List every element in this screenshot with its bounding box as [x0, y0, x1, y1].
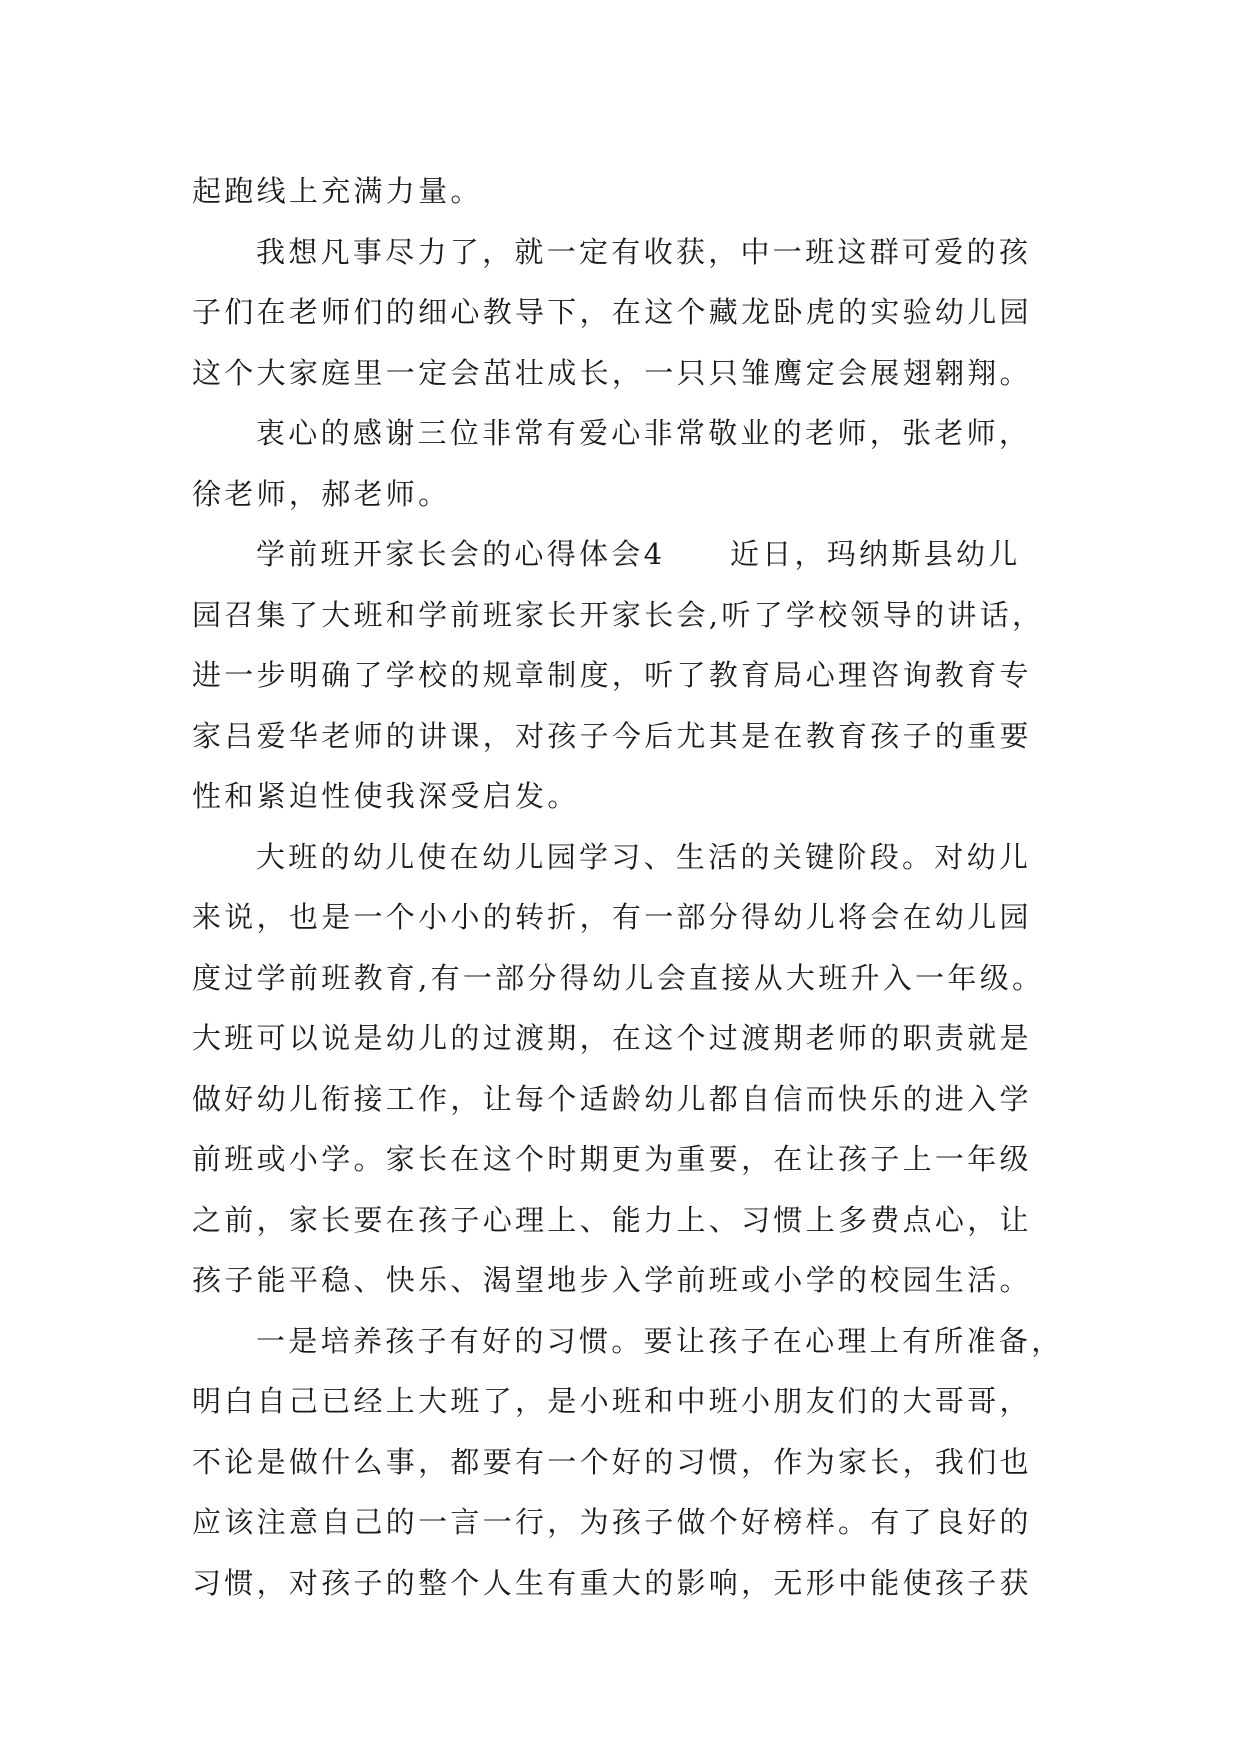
text-line: 习惯，对孩子的整个人生有重大的影响，无形中能使孩子获 — [192, 1565, 1032, 1600]
paragraph-start-line: 我想凡事尽力了，就一定有收获，中一班这群可爱的孩 — [256, 234, 1032, 269]
text-line: 进一步明确了学校的规章制度，听了教育局心理咨询教育专 — [192, 658, 1032, 692]
text-line: 度过学前班教育,有一部分得幼儿会直接从大班升入一年级。 — [192, 960, 1045, 995]
paragraph-start-line: 一是培养孩子有好的习惯。要让孩子在心理上有所准备， — [256, 1323, 1064, 1358]
text-line: 应该注意自己的一言一行，为孩子做个好榜样。有了良好的 — [192, 1505, 1032, 1539]
body-text — [192, 161, 1064, 1613]
text-line: 子们在老师们的细心教导下，在这个藏龙卧虎的实验幼儿园 — [192, 295, 1032, 329]
text-line: 大班可以说是幼儿的过渡期，在这个过渡期老师的职责就是 — [192, 1021, 1032, 1055]
paragraph-start-line: 大班的幼儿使在幼儿园学习、生活的关键阶段。对幼儿 — [256, 839, 1032, 874]
text-line: 来说，也是一个小小的转折，有一部分得幼儿将会在幼儿园 — [192, 900, 1032, 934]
text-line: 起跑线上充满力量。 — [192, 174, 483, 208]
paragraph-start-line: 学前班开家长会的心得体会4 近日，玛纳斯县幼儿 — [256, 537, 1021, 571]
text-line: 前班或小学。家长在这个时期更为重要，在让孩子上一年级 — [192, 1142, 1032, 1176]
text-line: 性和紧迫性使我深受启发。 — [192, 779, 580, 813]
text-line: 做好幼儿衔接工作，让每个适龄幼儿都自信而快乐的进入学 — [192, 1081, 1032, 1116]
text-line: 这个大家庭里一定会茁壮成长，一只只雏鹰定会展翅翱翔。 — [192, 355, 1032, 390]
text-line: 园召集了大班和学前班家长开家长会,听了学校领导的讲话， — [192, 597, 1045, 632]
text-line: 明白自己已经上大班了，是小班和中班小朋友们的大哥哥， — [192, 1384, 1032, 1418]
text-line: 徐老师，郝老师。 — [192, 476, 451, 511]
text-line: 孩子能平稳、快乐、渴望地步入学前班或小学的校园生活。 — [192, 1263, 1032, 1297]
text-line: 不论是做什么事，都要有一个好的习惯，作为家长，我们也 — [192, 1444, 1032, 1479]
text-line: 家吕爱华老师的讲课，对孩子今后尤其是在教育孩子的重要 — [192, 718, 1032, 753]
paragraph-start-line: 衷心的感谢三位非常有爱心非常敬业的老师，张老师， — [256, 416, 1032, 450]
text-line: 之前，家长要在孩子心理上、能力上、习惯上多费点心，让 — [192, 1202, 1032, 1237]
